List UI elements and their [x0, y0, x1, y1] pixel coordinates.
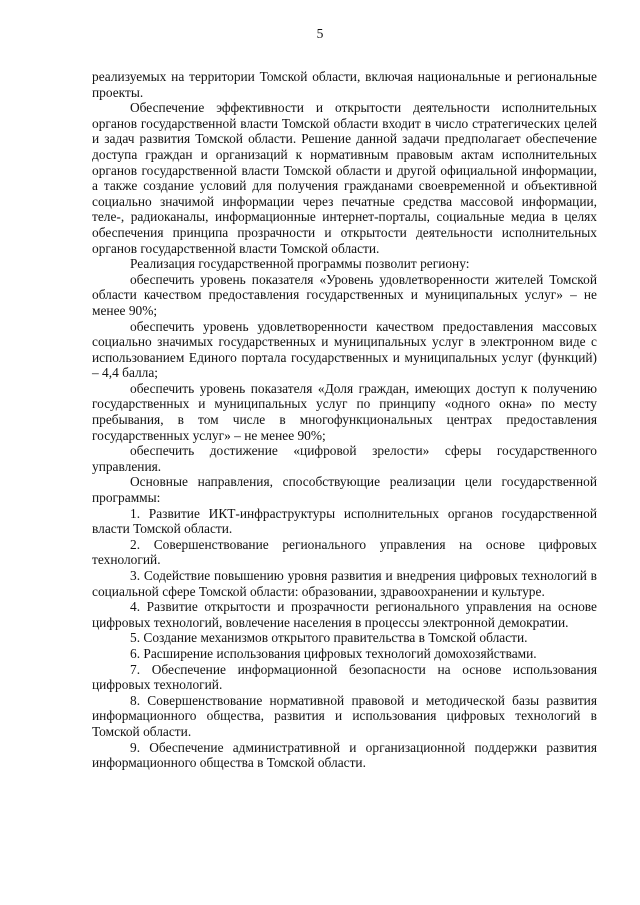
- paragraph-target-3: обеспечить уровень показателя «Доля граждан, имеющих доступ к получению государственных и муниципальных услуг по принципу «одного окна» по месту пребывания, в том числе в многофункциональных центрах предоставления государственных услуг» – не менее 90%;: [92, 380, 597, 443]
- page-number: 5: [316, 26, 324, 41]
- paragraph-program-intro: Реализация государственной программы позволит региону:: [130, 256, 470, 272]
- list-item-1: 1. Развитие ИКТ-инфраструктуры исполнительных органов государственной власти Томской области.: [92, 505, 597, 537]
- paragraph-continuation: реализуемых на территории Томской области, включая национальные и региональные проекты.: [92, 69, 597, 100]
- paragraph-target-1: обеспечить уровень показателя «Уровень удовлетворенности жителей Томской области качеством предоставления государственных и муниципальных услуг» – не менее 90%;: [92, 271, 597, 318]
- list-item-4: 4. Развитие открытости и прозрачности регионального управления на основе цифровых технологий, вовлечение населения в процессы электронной демократии.: [92, 599, 597, 630]
- list-item-5: 5. Создание механизмов открытого правительства в Томской области.: [130, 630, 528, 646]
- list-item-2: 2. Совершенствование регионального управления на основе цифровых технологий.: [92, 536, 597, 568]
- paragraph-goal-description: Обеспечение эффективности и открытости деятельности исполнительных органов государственной власти Томской области входит в число стратегических целей и задач развития Томской области. Решение данной задачи предполагает обеспечение доступа граждан и организаций к нормативным правовым актам исполнительных органов государственной власти Томской области и другой официальной информации, а также создание условий для получения гражданами своевременной и объективной социально значимой информации через печатные средства массовой информации, теле-, радиоканалы, информационные интернет-порталы, социальные медиа в целях обеспечения принципа прозрачности и открытости деятельности исполнительных органов государственной власти Томской области.: [92, 100, 597, 256]
- paragraph-directions-intro: Основные направления, способствующие реализации цели государственной программы:: [92, 474, 597, 506]
- list-item-9: 9. Обеспечение административной и организационной поддержки развития информационного общества в Томской области.: [92, 739, 597, 771]
- document-body: [92, 69, 597, 771]
- paragraph-target-4: обеспечить достижение «цифровой зрелости» сферы государственного управления.: [92, 443, 597, 474]
- list-item-3: 3. Содействие повышению уровня развития и внедрения цифровых технологий в социальной сфере Томской области: образовании, здравоохранении и культуре.: [92, 568, 597, 599]
- list-item-8: 8. Совершенствование нормативной правовой и методической базы развития информационного общества, развития и использования цифровых технологий в Томской области.: [92, 692, 597, 739]
- list-item-6: 6. Расширение использования цифровых технологий домохозяйствами.: [130, 645, 537, 661]
- list-item-7: 7. Обеспечение информационной безопасности на основе использования цифровых технологий.: [92, 661, 597, 693]
- paragraph-target-2: обеспечить уровень удовлетворенности качеством предоставления массовых социально значимых государственных и муниципальных услуг в электронном виде с использованием Единого портала государственных и муниципальных услуг (функций) – 4,4 балла;: [92, 318, 597, 381]
